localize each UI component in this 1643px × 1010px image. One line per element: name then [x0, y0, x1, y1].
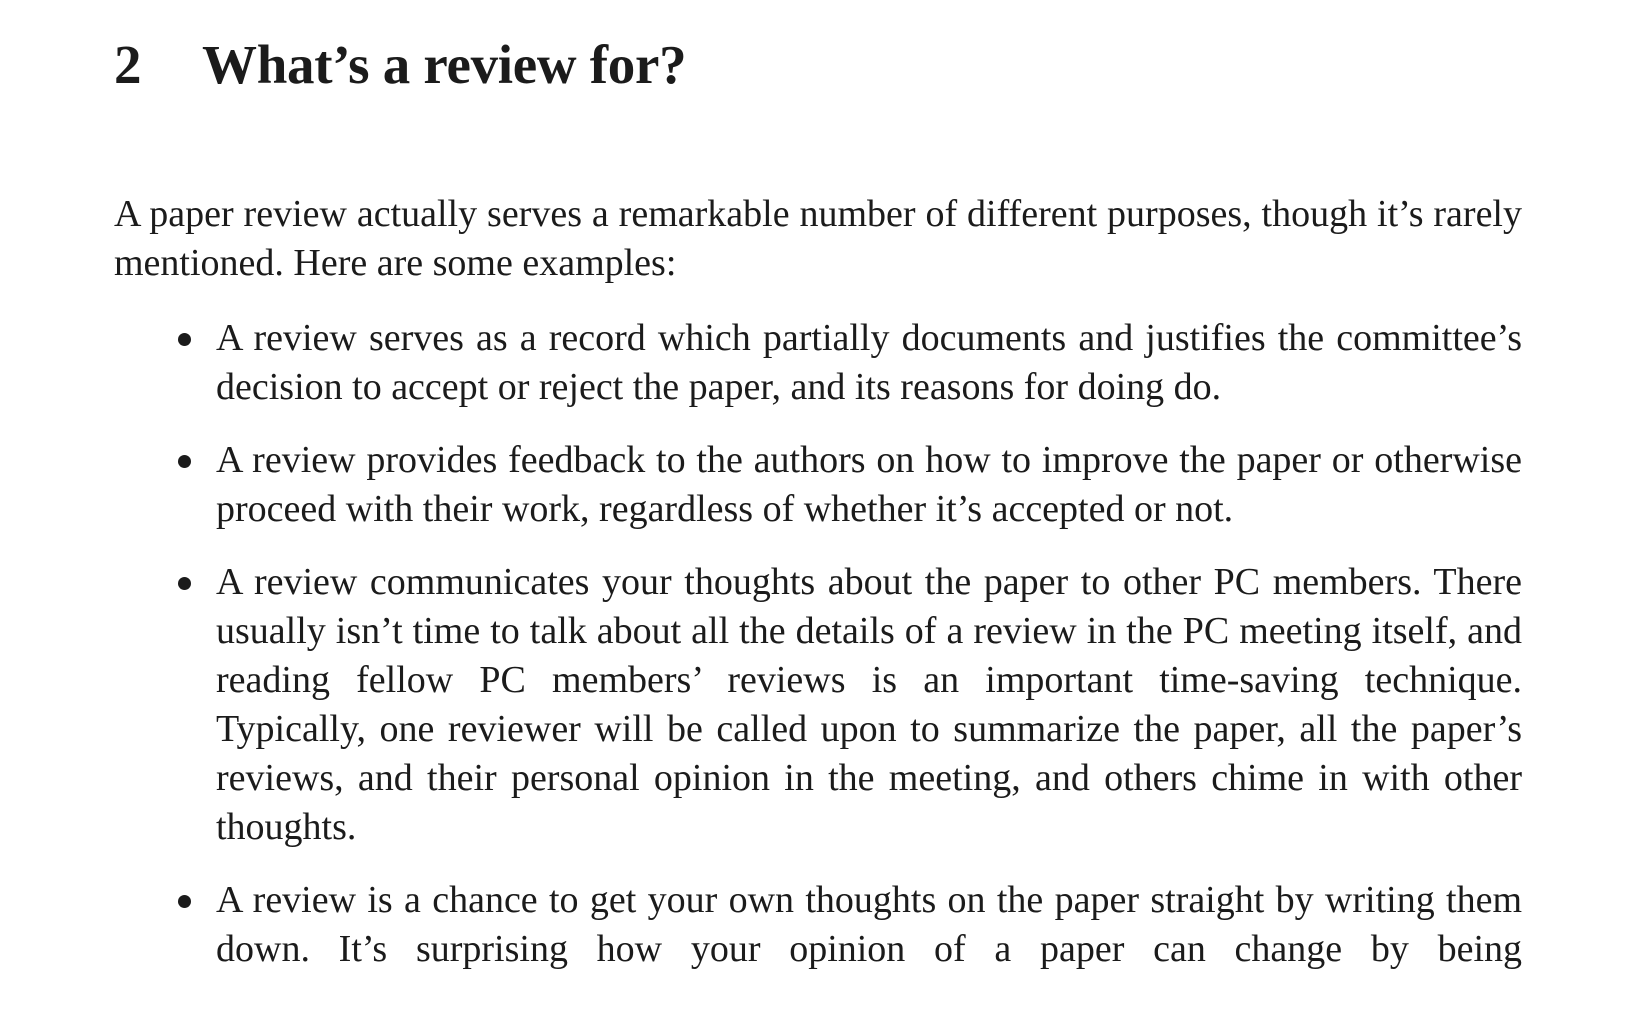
section-heading	[114, 30, 1522, 100]
list-item	[114, 436, 1522, 534]
bullet-list	[114, 314, 1522, 974]
document-page	[114, 30, 1522, 998]
list-item-text: A review serves as a record which partially documents and justifies the committee’s decision to accept or reject the paper, and its reasons for doing do.	[216, 317, 1522, 408]
intro-paragraph: A paper review actually serves a remarkable number of different purposes, though it’s rarely mentioned. Here are some examples:	[114, 193, 1522, 284]
section-number: 2	[114, 34, 142, 95]
list-item-text: A review provides feedback to the authors on how to improve the paper or otherwise proceed with their work, regardless of whether it’s accepted or not.	[216, 439, 1522, 530]
section-title: What’s a review for?	[202, 34, 687, 95]
bullet-icon	[178, 455, 191, 468]
list-item-text: A review communicates your thoughts about the paper to other PC members. There usually isn’t time to talk about all the details of a review in the PC meeting itself, and reading fellow PC members’ reviews is an important time-saving technique. Typically, one reviewer will be called upon to summarize the paper, all the paper’s reviews, and their personal opinion in the meeting, and others chime in with other thoughts.	[216, 561, 1522, 848]
bullet-icon	[178, 577, 191, 590]
list-item	[114, 558, 1522, 852]
list-item	[114, 314, 1522, 412]
list-item	[114, 876, 1522, 974]
bullet-icon	[178, 333, 191, 346]
bullet-icon	[178, 895, 191, 908]
list-item-text: A review is a chance to get your own thoughts on the paper straight by writing them down. It’s surprising how your opinion of a paper can change by being	[216, 879, 1522, 970]
